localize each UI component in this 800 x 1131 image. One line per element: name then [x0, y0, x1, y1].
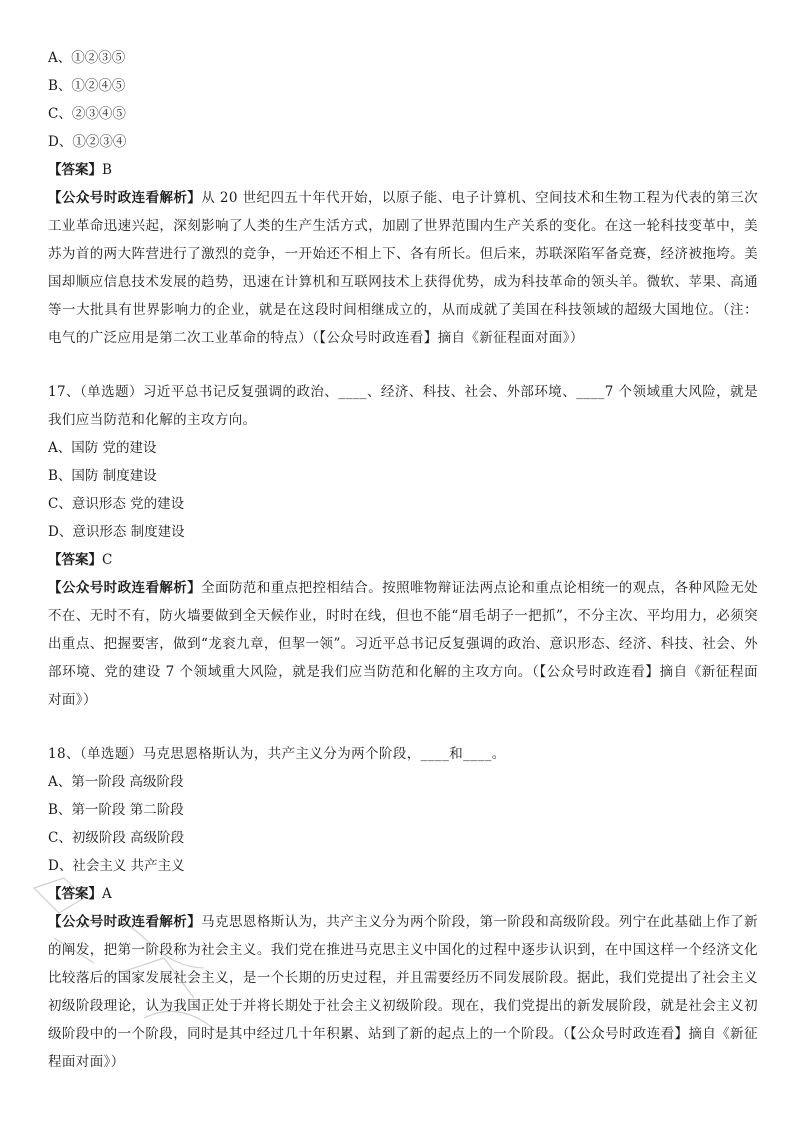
option-b: B、①②④⑤ — [48, 78, 126, 94]
q17-option-d: D、意识形态 制度建设 — [48, 524, 185, 540]
option-c: C、②③④⑤ — [48, 106, 126, 122]
explanation-text: 从 20 世纪四五十年代开始，以原子能、电子计算机、空间技术和生物工程为代表的第三次工业革命迅速兴起，深刻影响了人类的生产生活方式，加剧了世界范围内生产关系的变化。在这一轮科技变革中，美苏为首的两大阵营进行了激烈的竞争，一开始还不相上下、各有所长。但后来，苏联深陷军备竞赛，经济被拖垮。美国却顺应信息技术发展的趋势，迅速在计算机和互联网技术上获得优势，成为科技革命的领头羊。微软、苹果、高通等一大批具有世界影响力的企业，就是在这段时间相继成立的，从而成就了美国在科技领域的超级大国地位。（注：电气的广泛应用是第二次工业革命的特点）（【公众号时政连看】摘自《新征程面对面》） — [48, 190, 759, 346]
document-page — [48, 44, 758, 1076]
q17-explanation-label: 【公众号时政连看解析】 — [48, 580, 202, 596]
q17-answer-label: 【答案】 — [48, 552, 102, 568]
q18-option-b: B、第一阶段 第二阶段 — [48, 802, 184, 818]
q17-explanation — [48, 574, 758, 714]
q18-option-c: C、初级阶段 高级阶段 — [48, 830, 185, 846]
q18-answer-line — [48, 880, 758, 908]
option-d: D、①②③④ — [48, 134, 127, 150]
q17-option-a: A、国防 党的建设 — [48, 440, 157, 456]
q18-answer-label: 【答案】 — [48, 886, 102, 902]
q17-answer-line — [48, 546, 758, 574]
q18-explanation — [48, 908, 758, 1076]
q18-option-d: D、社会主义 共产主义 — [48, 858, 185, 874]
answer-line — [48, 156, 758, 184]
question-18-stem: 18、（单选题）马克思恩格斯认为，共产主义分为两个阶段，____和____。 — [48, 746, 506, 762]
option-a: A、①②③⑤ — [48, 50, 126, 66]
q18-answer-value: A — [102, 886, 112, 902]
q17-answer-value: C — [102, 552, 113, 568]
question-17-stem: 17、（单选题）习近平总书记反复强调的政治、____、经济、科技、社会、外部环境、____7 个领域重大风险，就是我们应当防范和化解的主攻方向。 — [48, 384, 758, 428]
q17-option-b: B、国防 制度建设 — [48, 468, 157, 484]
q17-option-c: C、意识形态 党的建设 — [48, 496, 185, 512]
q18-explanation-label: 【公众号时政连看解析】 — [48, 914, 202, 930]
answer-label: 【答案】 — [48, 162, 102, 178]
q18-explanation-text: 马克思恩格斯认为，共产主义分为两个阶段，第一阶段和高级阶段。列宁在此基础上作了新的阐发，把第一阶段称为社会主义。我们党在推进马克思主义中国化的过程中逐步认识到，在中国这样一个经济文化比较落后的国家发展社会主义，是一个长期的历史过程，并且需要经历不同发展阶段。据此，我们党提出了社会主义初级阶段理论，认为我国正处于并将长期处于社会主义初级阶段。现在，我们党提出的新发展阶段，就是社会主义初级阶段中的一个阶段，同时是其中经过几十年积累、站到了新的起点上的一个阶段。（【公众号时政连看】摘自《新征程面对面》） — [48, 914, 758, 1070]
answer-value: B — [102, 162, 112, 178]
q17-explanation-text: 全面防范和重点把控相结合。按照唯物辩证法两点论和重点论相统一的观点，各种风险无处不在、无时不有，防火墙要做到全天候作业，时时在线，但也不能“眉毛胡子一把抓”，不分主次、平均用力，必须突出重点、把握要害，做到“龙衮九章，但挈一领”。习近平总书记反复强调的政治、意识形态、经济、科技、社会、外部环境、党的建设 7 个领域重大风险，就是我们应当防范和化解的主攻方向。（【公众号时政连看】摘自《新征程面对面》） — [48, 580, 758, 708]
explanation-label: 【公众号时政连看解析】 — [48, 190, 202, 206]
explanation — [48, 184, 758, 352]
q18-option-a: A、第一阶段 高级阶段 — [48, 774, 184, 790]
